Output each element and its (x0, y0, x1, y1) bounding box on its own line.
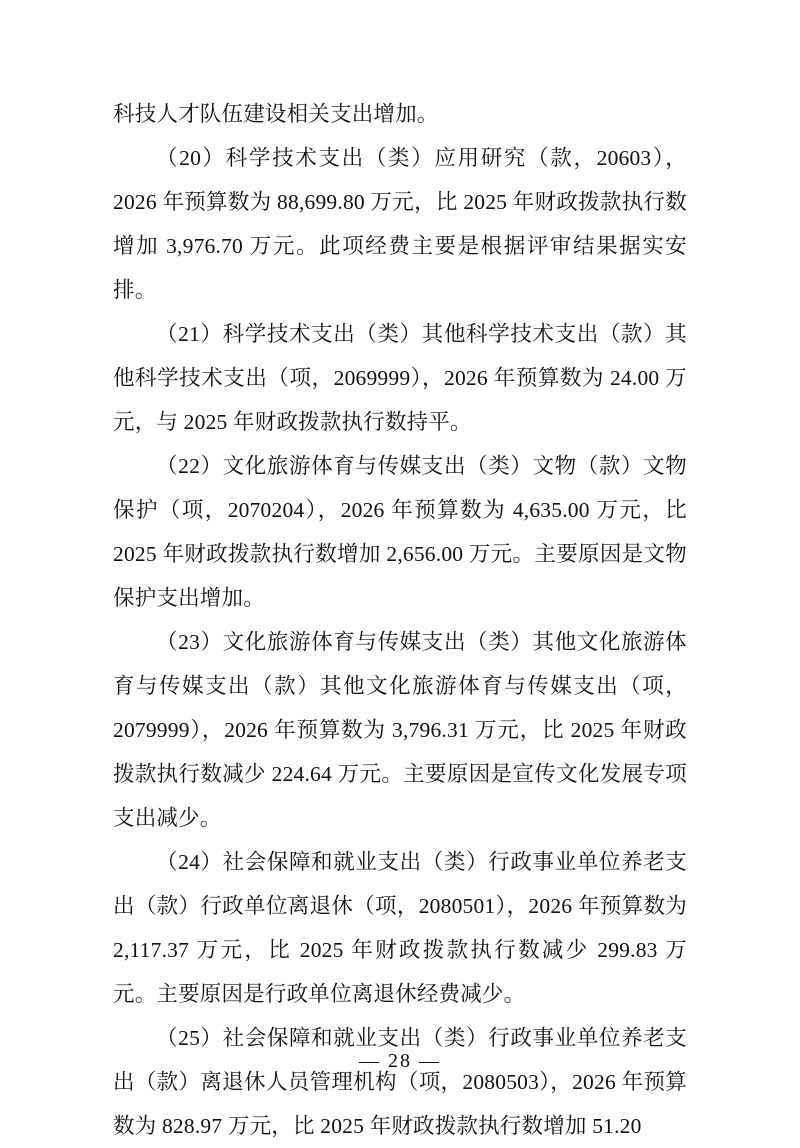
page-number: — 28 — (359, 1050, 441, 1072)
paragraph-item-22: （22）文化旅游体育与传媒支出（类）文物（款）文物保护（项，2070204），2026 年预算数为 4,635.00 万元，比 2025 年财政拨款执行数增加 2,656.00 万元。主要原因是文物保护支出增加。 (113, 454, 687, 610)
paragraph-item-20: （20）科学技术支出（类）应用研究（款，20603），2026 年预算数为 88,699.80 万元，比 2025 年财政拨款执行数增加 3,976.70 万元。此项经费主要是根据评审结果据实安排。 (113, 146, 687, 302)
paragraph-item-24: （24）社会保障和就业支出（类）行政事业单位养老支出（款）行政单位离退休（项，2080501），2026 年预算数为 2,117.37 万元，比 2025 年财政拨款执行数减少 299.83 万元。主要原因是行政单位离退休经费减少。 (113, 850, 687, 1006)
page-body (113, 92, 687, 1148)
paragraph-item-25: （25）社会保障和就业支出（类）行政事业单位养老支出（款）离退休人员管理机构（项，2080503），2026 年预算数为 828.97 万元，比 2025 年财政拨款执行数增加 51.20 (113, 1026, 687, 1138)
paragraph-item-21: （21）科学技术支出（类）其他科学技术支出（款）其他科学技术支出（项，2069999），2026 年预算数为 24.00 万元，与 2025 年财政拨款执行数持平。 (113, 322, 687, 434)
paragraph-continuation: 科技人才队伍建设相关支出增加。 (113, 102, 439, 126)
paragraph-item-23: （23）文化旅游体育与传媒支出（类）其他文化旅游体育与传媒支出（款）其他文化旅游体育与传媒支出（项，2079999），2026 年预算数为 3,796.31 万元，比 2025 年财政拨款执行数减少 224.64 万元。主要原因是宣传文化发展专项支出减少。 (113, 630, 687, 830)
